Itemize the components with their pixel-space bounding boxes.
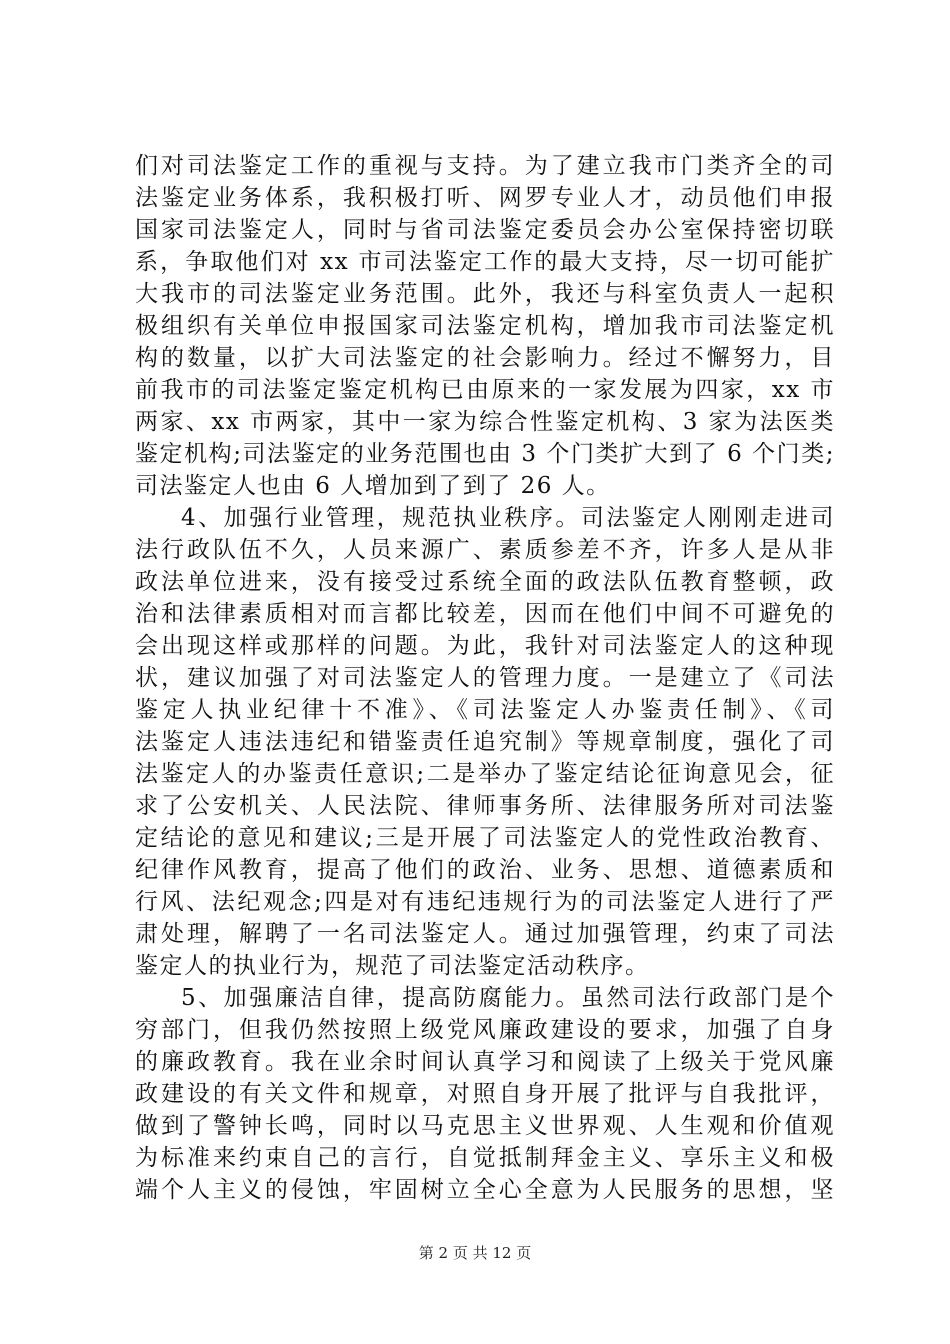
paragraph-end-line: 鉴定人的执业行为，规范了司法鉴定活动秩序。 [135,953,650,979]
text-line: 们对司法鉴定工作的重视与支持。为了建立我市门类齐全的司 [135,153,835,179]
text-line: 为标准来约束自己的言行，自觉抵制拜金主义、享乐主义和极 [135,1145,835,1171]
text-line: 两家、xx 市两家，其中一家为综合性鉴定机构、3 家为法医类 [135,409,835,435]
text-line: 大我市的司法鉴定业务范围。此外，我还与科室负责人一起积 [135,281,835,307]
text-line: 政法单位进来，没有接受过系统全面的政法队伍教育整顿，政 [135,569,835,595]
text-line: 会出现这样或那样的问题。为此，我针对司法鉴定人的这种现 [135,633,835,659]
text-line: 构的数量，以扩大司法鉴定的社会影响力。经过不懈努力，目 [135,345,835,371]
text-line: 国家司法鉴定人，同时与省司法鉴定委员会办公室保持密切联 [135,217,835,243]
text-line: 穷部门，但我仍然按照上级党风廉政建设的要求，加强了自身 [135,1017,835,1043]
body-text [135,150,835,1206]
paragraph-end-line: 司法鉴定人也由 6 人增加到了到了 26 人。 [135,473,611,499]
text-line: 治和法律素质相对而言都比较差，因而在他们中间不可避免的 [135,601,835,627]
text-line: 鉴定机构;司法鉴定的业务范围也由 3 个门类扩大到了 6 个门类; [135,441,835,467]
text-line: 定结论的意见和建议;三是开展了司法鉴定人的党性政治教育、 [135,825,835,851]
text-line: 前我市的司法鉴定鉴定机构已由原来的一家发展为四家，xx 市 [135,377,835,403]
text-line: 行风、法纪观念;四是对有违纪违规行为的司法鉴定人进行了严 [135,889,835,915]
text-line: 的廉政教育。我在业余时间认真学习和阅读了上级关于党风廉 [135,1049,835,1075]
text-line: 做到了警钟长鸣，同时以马克思主义世界观、人生观和价值观 [135,1113,835,1139]
text-line: 肃处理，解聘了一名司法鉴定人。通过加强管理，约束了司法 [135,921,835,947]
text-line: 鉴定人执业纪律十不准》、《司法鉴定人办鉴责任制》、《司 [135,697,835,723]
text-line: 求了公安机关、人民法院、律师事务所、法律服务所对司法鉴 [135,793,835,819]
text-line: 法行政队伍不久，人员来源广、素质参差不齐，许多人是从非 [135,537,835,563]
text-line: 法鉴定人的办鉴责任意识;二是举办了鉴定结论征询意见会，征 [135,761,835,787]
text-line: 政建设的有关文件和规章，对照自身开展了批评与自我批评， [135,1081,835,1107]
text-line: 极组织有关单位申报国家司法鉴定机构，增加我市司法鉴定机 [135,313,835,339]
paragraph-start-line: 4、加强行业管理，规范执业秩序。司法鉴定人刚刚走进司 [181,505,835,531]
text-line: 法鉴定业务体系，我积极打听、网罗专业人才，动员他们申报 [135,185,835,211]
page-number-footer: 第 2 页 共 12 页 [418,1244,532,1262]
text-line: 纪律作风教育，提高了他们的政治、业务、思想、道德素质和 [135,857,835,883]
paragraph-start-line: 5、加强廉洁自律，提高防腐能力。虽然司法行政部门是个 [181,985,835,1011]
text-line: 系，争取他们对 xx 市司法鉴定工作的最大支持，尽一切可能扩 [135,249,835,275]
text-line: 法鉴定人违法违纪和错鉴责任追究制》等规章制度，强化了司 [135,729,835,755]
text-line: 状，建议加强了对司法鉴定人的管理力度。一是建立了《司法 [135,665,835,691]
text-line: 端个人主义的侵蚀，牢固树立全心全意为人民服务的思想，坚 [135,1177,835,1203]
